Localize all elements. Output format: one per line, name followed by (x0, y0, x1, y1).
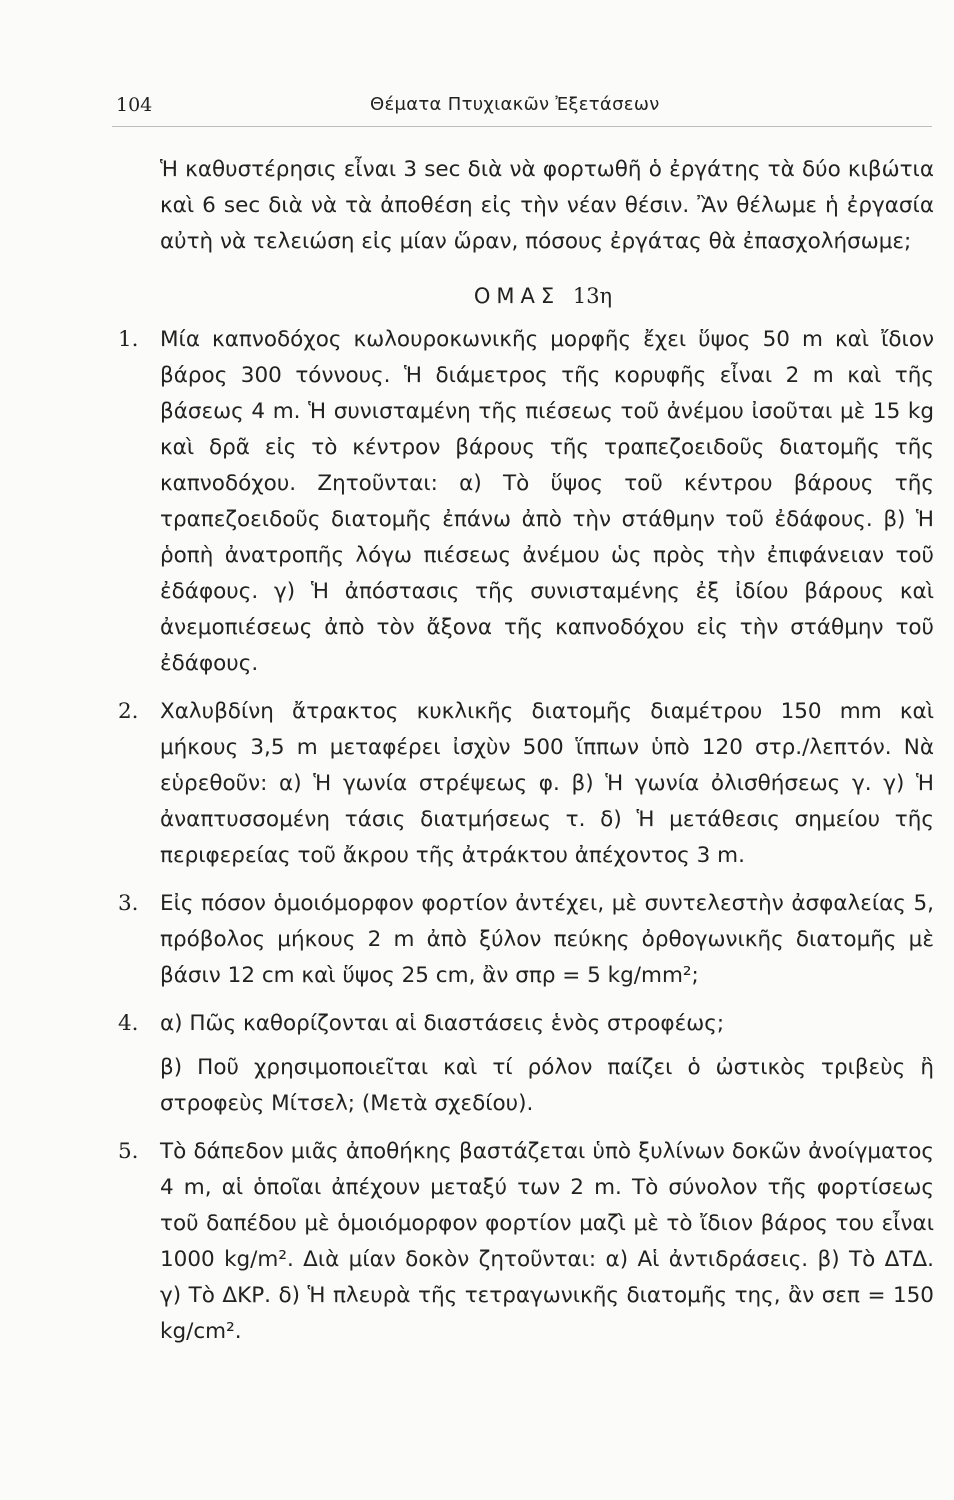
problem-text: Τὸ δάπεδον μιᾶς ἀποθήκης βαστάζεται ὑπὸ ξυλίνων δοκῶν ἀνοίγματος 4 m, αἱ ὁποῖαι ἀπέχουν μεταξύ των 2 m. Τὸ σύνολον τῆς φορτίσεως τοῦ δαπέδου μὲ ὁμοιόμορφον φορτίον μαζὶ μὲ τὸ ἴδιον βάρος του εἶναι 1000 kg/m². Διὰ μίαν δοκὸν ζητοῦνται: α) Αἱ ἀντιδράσεις. β) Τὸ ΔΤΔ. γ) Τὸ ΔΚΡ. δ) Ἡ πλευρὰ τῆς τετραγωνικῆς διατομῆς της, ἂν σεπ = 150 kg/cm². (160, 1139, 934, 1344)
problem-3 (112, 886, 934, 994)
problem-number: 2. (118, 699, 139, 724)
intro-paragraph: Ἡ καθυστέρησις εἶναι 3 sec διὰ νὰ φορτωθῆ ὁ ἐργάτης τὰ δύο κιβώτια καὶ 6 sec διὰ νὰ τὰ ἀποθέση εἰς τὴν νέαν θέσιν. Ἂν θέλωμε ἡ ἐργασία αὐτὴ νὰ τελειώση εἰς μίαν ὥραν, πόσους ἐργάτας θὰ ἐπασχολήσωμε; (160, 157, 934, 254)
problem-text: Χαλυβδίνη ἄτρακτος κυκλικῆς διατομῆς διαμέτρου 150 mm καὶ μήκους 3,5 m μεταφέρει ἰσχὺν 500 ἵππων ὑπὸ 120 στρ./λεπτόν. Νὰ εὑρεθοῦν: α) Ἡ γωνία στρέψεως φ. β) Ἡ γωνία ὀλισθήσεως γ. γ) Ἡ ἀναπτυσσομένη τάσις διατμήσεως τ. δ) Ἡ μετάθεσις σημείου τῆς περιφερείας τοῦ ἄκρου τῆς ἀτράκτου ἀπέχοντος 3 m. (160, 699, 934, 868)
problem-text-b: β) Ποῦ χρησιμοποιεῖται καὶ τί ρόλον παίζει ὁ ὠστικὸς τριβεὺς ἢ στροφεὺς Μίτσελ; (Μετὰ σχεδίου). (160, 1055, 934, 1116)
problem-number: 1. (118, 327, 139, 352)
problem-text: Μία καπνοδόχος κωλουροκωνικῆς μορφῆς ἔχει ὕψος 50 m καὶ ἴδιον βάρος 300 τόννους. Ἡ διάμετρος τῆς κορυφῆς εἶναι 2 m καὶ τῆς βάσεως 4 m. Ἡ συνισταμένη τῆς πιέσεως τοῦ ἀνέμου ἰσοῦται μὲ 15 kg καὶ δρᾶ εἰς τὸ κέντρον βάρους τῆς τραπεζοειδοῦς διατομῆς τῆς καπνοδόχου. Ζητοῦνται: α) Τὸ ὕψος τοῦ κέντρου βάρους τῆς τραπεζοειδοῦς διατομῆς ἐπάνω ἀπὸ τὴν στάθμην τοῦ ἐδάφους. β) Ἡ ῥοπὴ ἀνατροπῆς λόγω πιέσεως ἀνέμου ὡς πρὸς τὴν ἐπιφάνειαν τοῦ ἐδάφους. γ) Ἡ ἀπόστασις τῆς συνισταμένης ἐξ ἰδίου βάρους καὶ ἀνεμοπιέσεως ἀπὸ τὸν ἄξονα τῆς καπνοδόχου εἰς τὴν στάθμην τοῦ ἐδάφους. (160, 327, 934, 676)
running-title: Θέματα Πτυχιακῶν Ἐξετάσεων (370, 94, 660, 115)
problem-number: 3. (118, 891, 139, 916)
problem-number: 4. (118, 1011, 139, 1036)
problem-text-a: α) Πῶς καθορίζονται αἱ διαστάσεις ἑνὸς στροφέως; (160, 1011, 725, 1036)
group-label: ΟΜΑΣ (473, 284, 561, 308)
problem-2 (112, 694, 934, 874)
group-number: 13η (572, 284, 613, 308)
page-number: 104 (116, 94, 153, 116)
problem-number: 5. (118, 1139, 139, 1164)
problem-4 (112, 1006, 934, 1122)
group-heading (152, 284, 934, 308)
problem-1 (112, 322, 934, 682)
page-content (112, 152, 934, 1362)
problem-5 (112, 1134, 934, 1350)
problem-text: Εἰς πόσον ὁμοιόμορφον φορτίον ἀντέχει, μὲ συντελεστὴν ἀσφαλείας 5, πρόβολος μήκους 2 m ἀπὸ ξύλον πεύκης ὀρθογωνικῆς διατομῆς μὲ βάσιν 12 cm καὶ ὕψος 25 cm, ἂν σπρ = 5 kg/mm²; (160, 891, 934, 988)
page-header (112, 92, 932, 127)
